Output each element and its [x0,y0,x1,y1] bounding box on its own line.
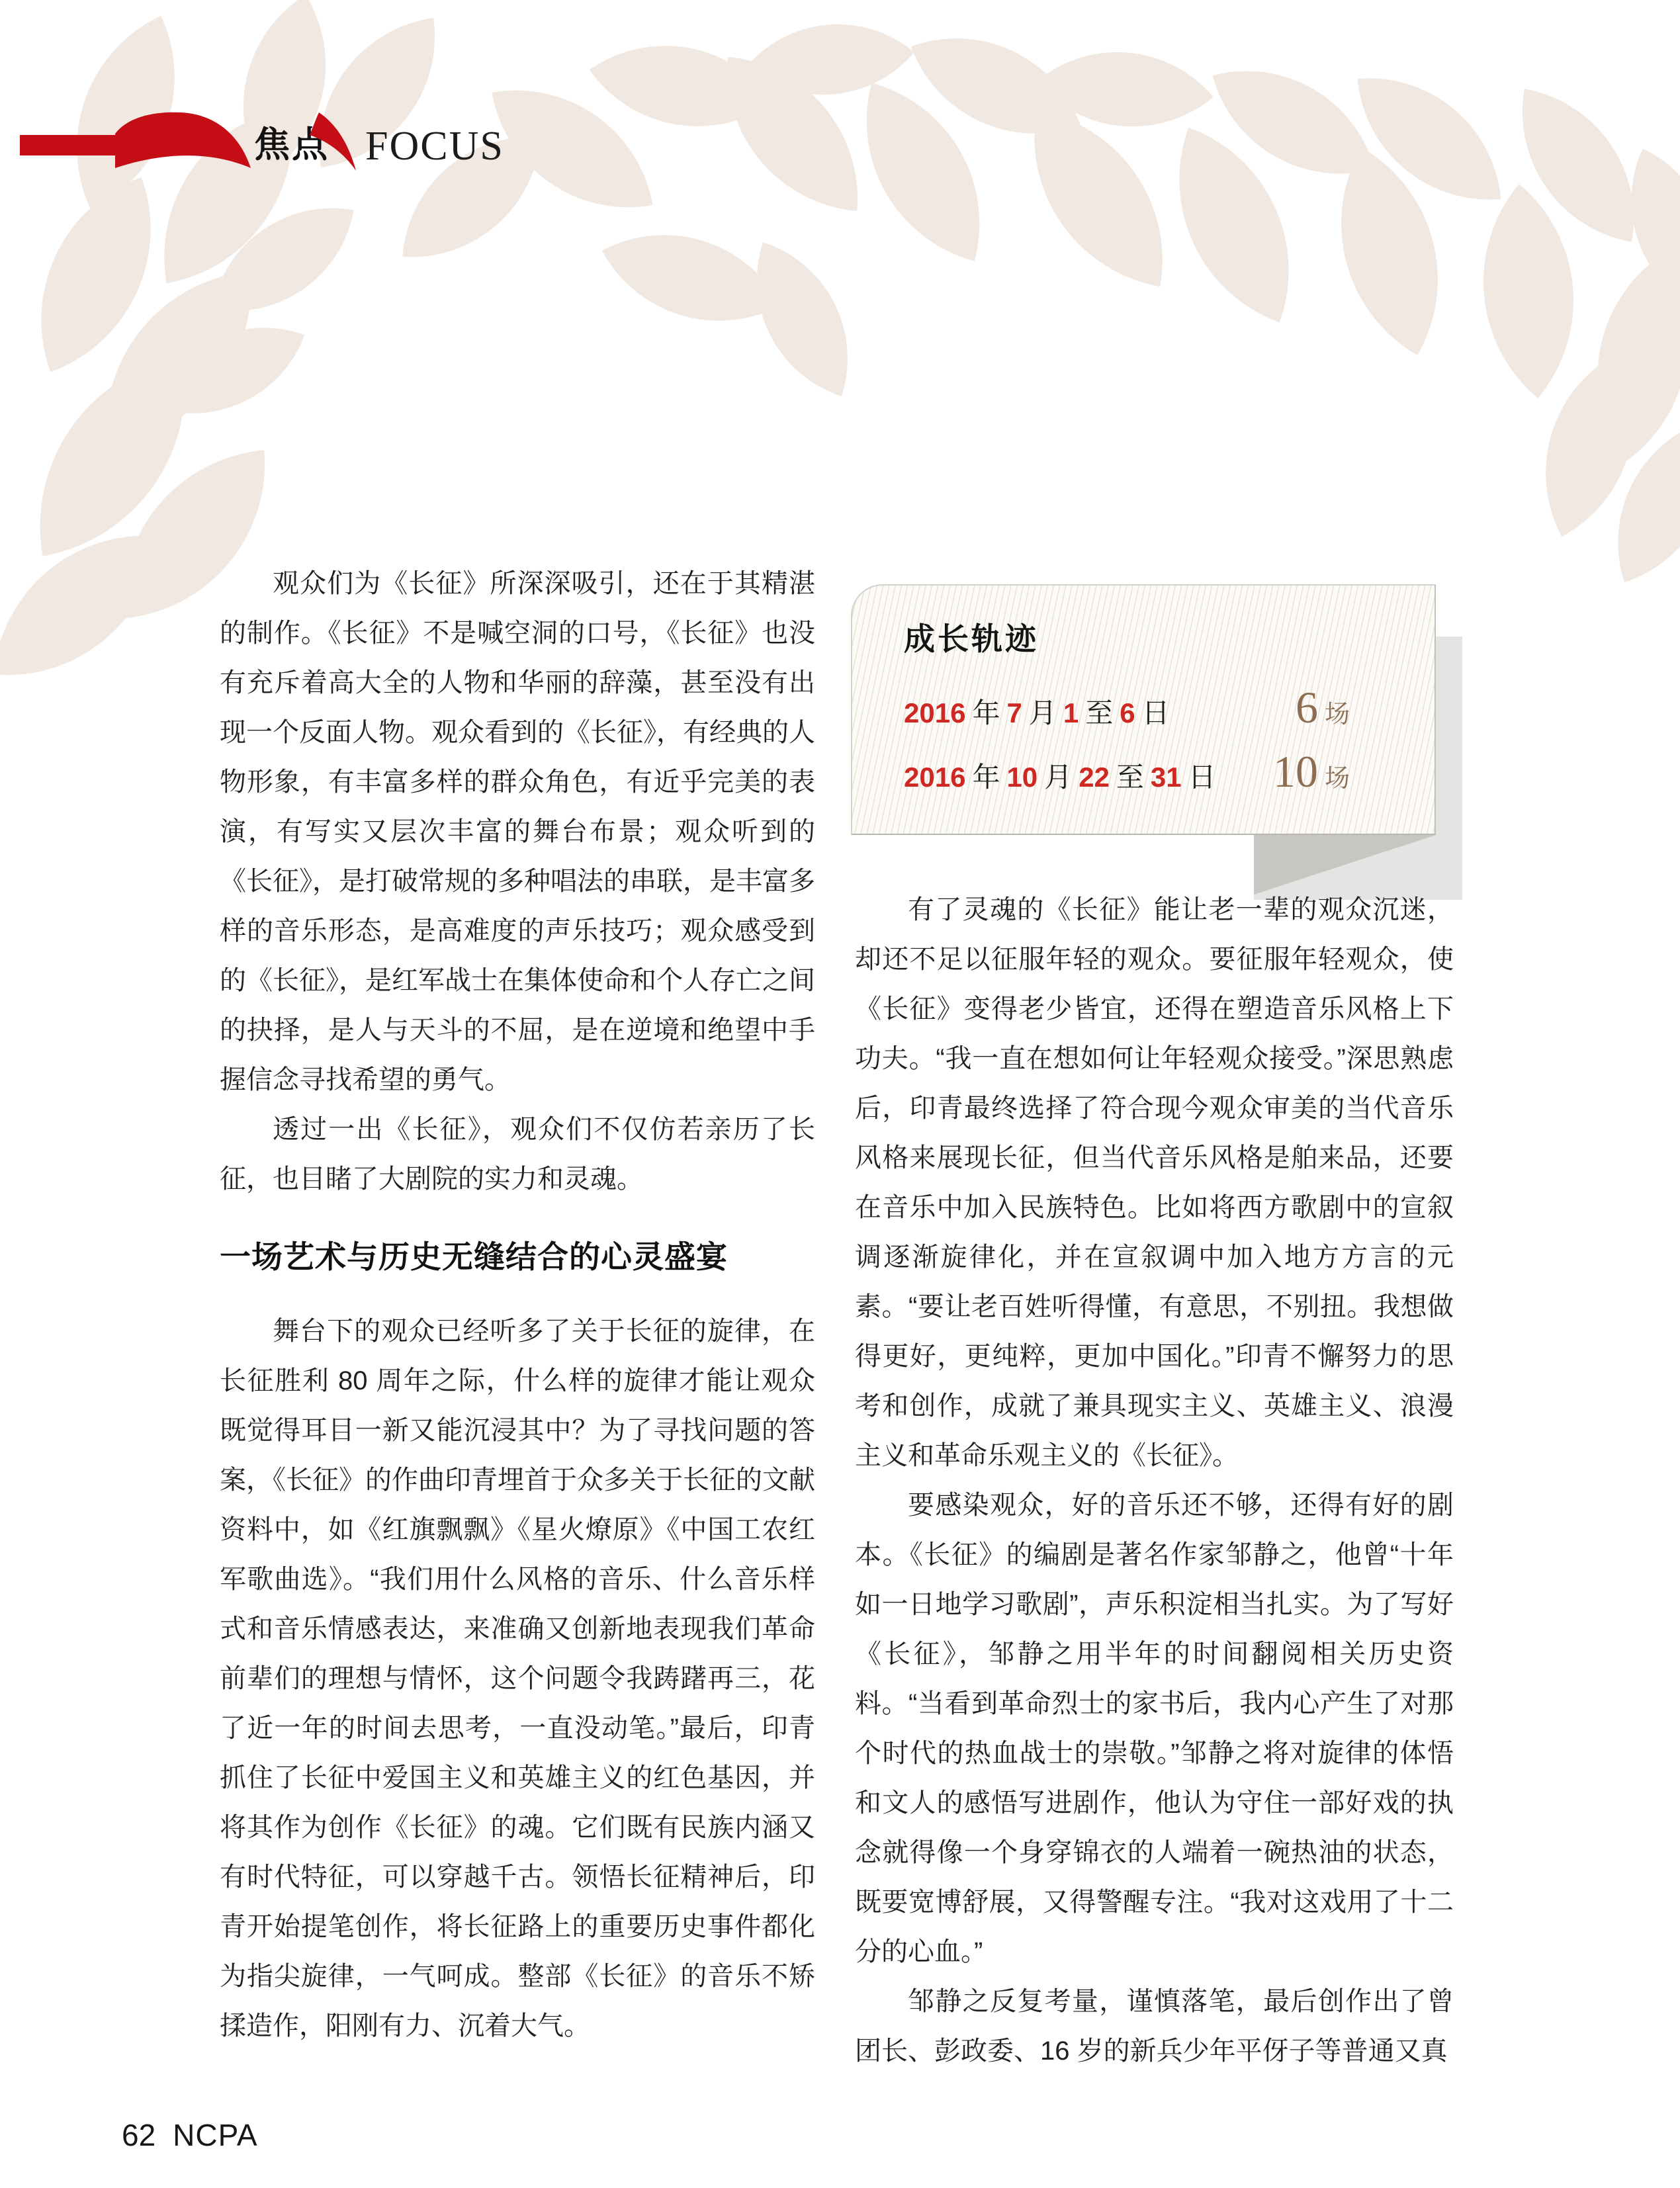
article-subheading: 一场艺术与历史无缝结合的心灵盛宴 [220,1239,728,1274]
performance-date: 2016 年 10 月 22 至 31 日 [904,762,1216,793]
page-footer [122,2117,258,2153]
performance-count: 10 场 [1272,746,1350,797]
card-title: 成长轨迹 [904,621,1039,656]
red-crescent-icon [115,111,251,169]
red-bar-decoration [20,135,119,155]
performance-row [904,682,1350,732]
paragraph: 舞台下的观众已经听多了关于长征的旋律，在长征胜利 80 周年之际，什么样的旋律才能让观众既觉得耳目一新又能沉浸其中？为了寻找问题的答案，《长征》的作曲印青埋首于众多关于长征的文献资料中，如《红旗飘飘》《星火燎原》《中国工农红军歌曲选》。“我们用什么风格的音乐、什么音乐样式和音乐情感表达，来准确又创新地表现我们革命前辈们的理想与情怀，这个问题令我踌躇再三，花了近一年的时间去思考，一直没动笔。”最后，印青抓住了长征中爱国主义和英雄主义的红色基因，并将其作为创作《长征》的魂。它们既有民族内涵又有时代特征，可以穿越千古。领悟长征精神后，印青开始提笔创作，将长征路上的重要历史事件都化为指尖旋律，一气呵成。整部《长征》的音乐不矫揉造作，阳刚有力、沉着大气。 [220,1317,815,2040]
leaf-decoration [1010,110,1186,286]
performance-date: 2016 年 7 月 1 至 6 日 [904,697,1170,728]
performance-count: 6 场 [1295,682,1350,732]
red-swoosh-icon [310,112,357,171]
left-text-column [220,559,815,2051]
paragraph: 要感染观众，好的音乐还不够，还得有好的剧本。《长征》的编剧是著名作家邹静之，他曾“十年如一日地学习歌剧”，声乐积淀相当扎实。为了写好《长征》，邹静之用半年的时间翻阅相关历史资料。“当看到革命烈士的家书后，我内心产生了对那个时代的热血战士的崇敬。”邹静之将对旋律的体悟和文人的感悟写进剧作，他认为守住一部好戏的执念就得像一个身穿锦衣的人端着一碗热油的状态，既要宽博舒展，又得警醒专注。“我对这戏用了十二分的心血。” [855,1491,1454,1966]
leaf-decoration [602,189,781,367]
paragraph: 邹静之反复考量，谨慎落笔，最后创作出了曾团长、彭政委、16 岁的新兵少年平伢子等普通又真 [855,1987,1454,2066]
section-title-cn: 焦点 [254,125,330,165]
right-text-column [855,885,1454,2076]
section-header [0,0,596,212]
paragraph: 有了灵魂的《长征》能让老一辈的观众沉迷，却还不足以征服年轻的观众。要征服年轻观众，使《长征》变得老少皆宜，还得在塑造音乐风格上下功夫。“我一直在想如何让年轻观众接受。”深思熟虑后，印青最终选择了符合现今观众审美的当代音乐风格来展现长征，但当代音乐风格是舶来品，还要在音乐中加入民族特色。比如将西方歌剧中的宣叙调逐渐旋律化，并在宣叙调中加入地方方言的元素。“要让老百姓听得懂，有意思，不别扭。我想做得更好，更纯粹，更加中国化。”印青不懈努力的思考和创作，成就了兼具现实主义、英雄主义、浪漫主义和革命乐观主义的《长征》。 [855,895,1454,1470]
page-number: 62 [122,2118,156,2152]
paragraph: 观众们为《长征》所深深吸引，还在于其精湛的制作。《长征》不是喊空洞的口号，《长征》也没有充斥着高大全的人物和华丽的辞藻，甚至没有出现一个反面人物。观众看到的《长征》，有经典的人物形象，有丰富多样的群众角色，有近乎完美的表演，有写实又层次丰富的舞台布景；观众听到的《长征》，是打破常规的多种唱法的串联，是丰富多样的音乐形态，是高难度的声乐技巧；观众感受到的《长征》，是红军战士在集体使命和个人存亡之间的抉择，是人与天斗的不屈，是在逆境和绝望中手握信念寻找希望的勇气。 [220,569,815,1094]
brand-name: NCPA [173,2118,258,2152]
performance-row [904,746,1350,797]
section-title-en: FOCUS [365,124,504,169]
paragraph: 透过一出《长征》，观众们不仅仿若亲历了长征，也目睹了大剧院的实力和灵魂。 [220,1115,815,1194]
growth-track-card [851,584,1436,835]
